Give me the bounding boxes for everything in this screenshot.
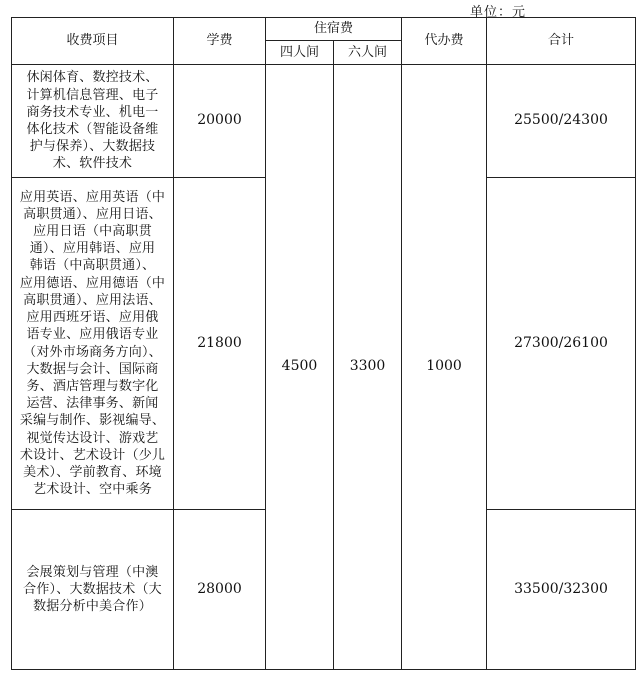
- item-line: 会展策划与管理（中澳: [26, 564, 159, 580]
- item-line: 务、酒店管理与数字化: [26, 378, 159, 394]
- header-lodging: 住宿费: [266, 18, 402, 41]
- fee-table: [11, 17, 636, 670]
- item-line: 数据分析中美合作）: [33, 599, 152, 615]
- item-line: 大数据与会计、国际商: [26, 361, 159, 377]
- row-tuition: 21800: [174, 178, 266, 510]
- item-line: 视觉传达设计、游戏艺: [26, 430, 159, 446]
- row-items: [12, 178, 174, 510]
- item-line: 体化技术（智能设备维: [26, 122, 159, 137]
- item-line: 应用西班牙语、应用俄: [26, 310, 159, 326]
- item-line: 运营、法律事务、新闻: [26, 396, 159, 412]
- item-line: 护与保养）、大数据技: [29, 139, 156, 155]
- item-line: 高职贯通）、应用日语、: [23, 206, 162, 222]
- item-line: 通）、应用韩语、应用: [29, 241, 156, 257]
- item-line: 商务技术专业、机电一: [26, 104, 159, 120]
- item-line: 采编与制作、影视编导、: [19, 413, 166, 429]
- item-line: 计算机信息管理、电子: [26, 87, 159, 103]
- header-six-person: 六人间: [334, 41, 402, 65]
- six-person-fee: 3300: [334, 65, 402, 670]
- item-line: 语专业、应用俄语专业: [26, 327, 159, 343]
- item-line: 应用日语（中高职贯: [33, 224, 152, 240]
- item-line: 高职贯通）、应用法语、: [23, 292, 162, 308]
- row-total: 27300/26100: [487, 178, 636, 510]
- row-items: [12, 510, 174, 670]
- header-agency-fee: 代办费: [402, 18, 487, 65]
- item-line: （对外市场商务方向）、: [23, 344, 162, 360]
- four-person-fee: 4500: [266, 65, 334, 670]
- item-line: 韩语（中高职贯通）、: [29, 258, 156, 274]
- item-line: 艺术设计、空中乘务: [33, 482, 152, 498]
- table-row: [12, 65, 636, 178]
- item-line: 应用英语、应用英语（中: [19, 189, 166, 205]
- agency-fee-value: 1000: [402, 65, 487, 670]
- header-four-person: 四人间: [266, 41, 334, 65]
- header-item: 收费项目: [12, 18, 174, 65]
- item-line: 应用德语、应用德语（中: [19, 275, 166, 291]
- header-total: 合计: [487, 18, 636, 65]
- row-total: 33500/32300: [487, 510, 636, 670]
- header-tuition: 学费: [174, 18, 266, 65]
- row-tuition: 20000: [174, 65, 266, 178]
- item-line: 合作）、大数据技术（大: [23, 581, 162, 597]
- row-items: [12, 65, 174, 178]
- item-line: 美术）、学前教育、环境: [23, 464, 162, 480]
- row-total: 25500/24300: [487, 65, 636, 178]
- row-tuition: 28000: [174, 510, 266, 670]
- unit-label: 单位：元: [470, 5, 527, 20]
- item-line: 术、软件技术: [52, 156, 133, 172]
- item-line: 休闲体育、数控技术、: [26, 70, 159, 86]
- item-line: 术设计、艺术设计（少儿: [19, 447, 166, 463]
